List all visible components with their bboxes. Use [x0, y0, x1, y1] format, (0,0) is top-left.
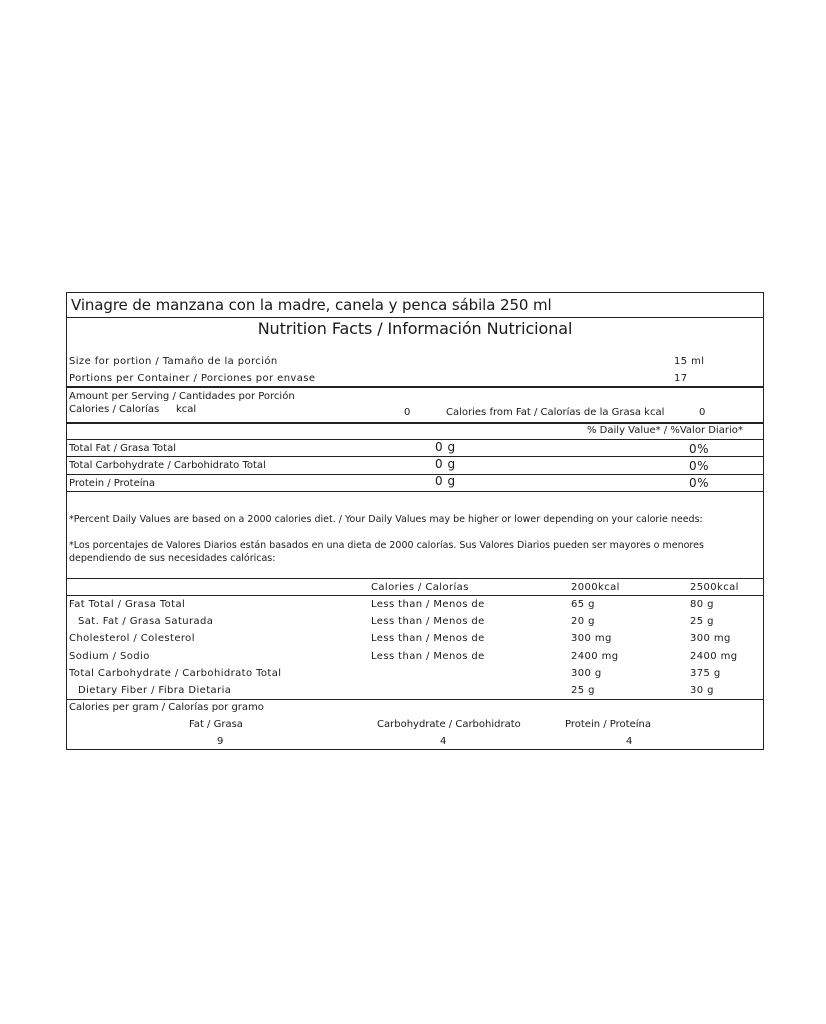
nutrient-name: Protein / Proteína	[69, 478, 155, 489]
calories-unit: kcal	[176, 404, 197, 415]
reference-row-2000: 2400 mg	[571, 651, 619, 662]
nutrient-amount: 0 g	[435, 457, 456, 471]
fat-per-gram-value: 9	[217, 736, 224, 747]
reference-row-2000: 65 g	[571, 599, 595, 610]
protein-per-gram-value: 4	[626, 736, 633, 747]
footnote-es-line2: dependiendo de sus necesidades calóricas:	[69, 553, 276, 564]
nutrient-amount: 0 g	[435, 440, 456, 454]
divider	[67, 317, 763, 318]
reference-row-2000: 20 g	[571, 616, 595, 627]
amount-per-serving-label: Amount per Serving / Cantidades por Porción	[69, 391, 295, 402]
reference-row-name: Sodium / Sodio	[69, 651, 150, 662]
protein-per-gram-label: Protein / Proteína	[565, 719, 651, 730]
serving-size-value: 15 ml	[674, 356, 705, 367]
reference-row-qualifier: Less than / Menos de	[371, 599, 485, 610]
nutrient-daily-value: 0%	[689, 476, 710, 490]
portions-value: 17	[674, 373, 688, 384]
divider	[67, 491, 763, 492]
reference-row-2500: 2400 mg	[690, 651, 738, 662]
product-title: Vinagre de manzana con la madre, canela y penca sábila 250 ml	[71, 296, 552, 314]
reference-row-name: Total Carbohydrate / Carbohidrato Total	[69, 668, 282, 679]
nutrient-name: Total Fat / Grasa Total	[69, 443, 177, 454]
portions-label: Portions per Container / Porciones por envase	[69, 373, 316, 384]
reference-row-name: Cholesterol / Colesterol	[69, 633, 195, 644]
reference-col-2500: 2500kcal	[690, 582, 739, 593]
reference-row-2000: 25 g	[571, 685, 595, 696]
nutrient-name: Total Carbohydrate / Carbohidrato Total	[69, 460, 266, 471]
serving-size-label: Size for portion / Tamaño de la porción	[69, 356, 278, 367]
carb-per-gram-label: Carbohydrate / Carbohidrato	[377, 719, 521, 730]
calories-from-fat-label: Calories from Fat / Calorías de la Grasa kcal	[446, 407, 665, 418]
reference-row-2500: 80 g	[690, 599, 714, 610]
divider	[67, 578, 763, 579]
reference-row-name: Dietary Fiber / Fibra Dietaria	[78, 685, 232, 696]
carb-per-gram-value: 4	[440, 736, 447, 747]
reference-row-2500: 30 g	[690, 685, 714, 696]
footnote-es-line1: *Los porcentajes de Valores Diarios están basados en una dieta de 2000 calorías. Sus Valores Diarios pueden ser mayores o menores	[69, 540, 704, 551]
divider-thick	[67, 386, 763, 388]
calories-per-gram-label: Calories per gram / Calorías por gramo	[69, 702, 264, 713]
divider-thick	[67, 422, 763, 424]
reference-row-name: Fat Total / Grasa Total	[69, 599, 186, 610]
divider	[67, 456, 763, 457]
reference-row-2000: 300 g	[571, 668, 602, 679]
divider	[67, 439, 763, 440]
calories-label: Calories / Calorías	[69, 404, 160, 415]
nutrient-daily-value: 0%	[689, 459, 710, 473]
reference-row-2500: 375 g	[690, 668, 721, 679]
nutrient-amount: 0 g	[435, 474, 456, 488]
nutrient-daily-value: 0%	[689, 442, 710, 456]
reference-col-calories: Calories / Calorías	[371, 582, 469, 593]
reference-row-qualifier: Less than / Menos de	[371, 651, 485, 662]
calories-from-fat-value: 0	[699, 407, 706, 418]
divider	[67, 595, 763, 596]
reference-row-2000: 300 mg	[571, 633, 612, 644]
divider	[67, 474, 763, 475]
reference-row-2500: 300 mg	[690, 633, 731, 644]
footnote-en: *Percent Daily Values are based on a 2000 calories diet. / Your Daily Values may be higher or lower depending on your calorie needs:	[69, 514, 703, 525]
fat-per-gram-label: Fat / Grasa	[189, 719, 243, 730]
reference-row-name: Sat. Fat / Grasa Saturada	[78, 616, 214, 627]
divider	[67, 699, 763, 700]
daily-value-header: % Daily Value* / %Valor Diario*	[587, 425, 743, 436]
reference-row-2500: 25 g	[690, 616, 714, 627]
calories-value: 0	[404, 407, 411, 418]
reference-col-2000: 2000kcal	[571, 582, 620, 593]
nutrition-facts-header: Nutrition Facts / Información Nutricional	[257, 319, 573, 338]
reference-row-qualifier: Less than / Menos de	[371, 633, 485, 644]
nutrition-facts-label	[66, 292, 764, 750]
reference-row-qualifier: Less than / Menos de	[371, 616, 485, 627]
